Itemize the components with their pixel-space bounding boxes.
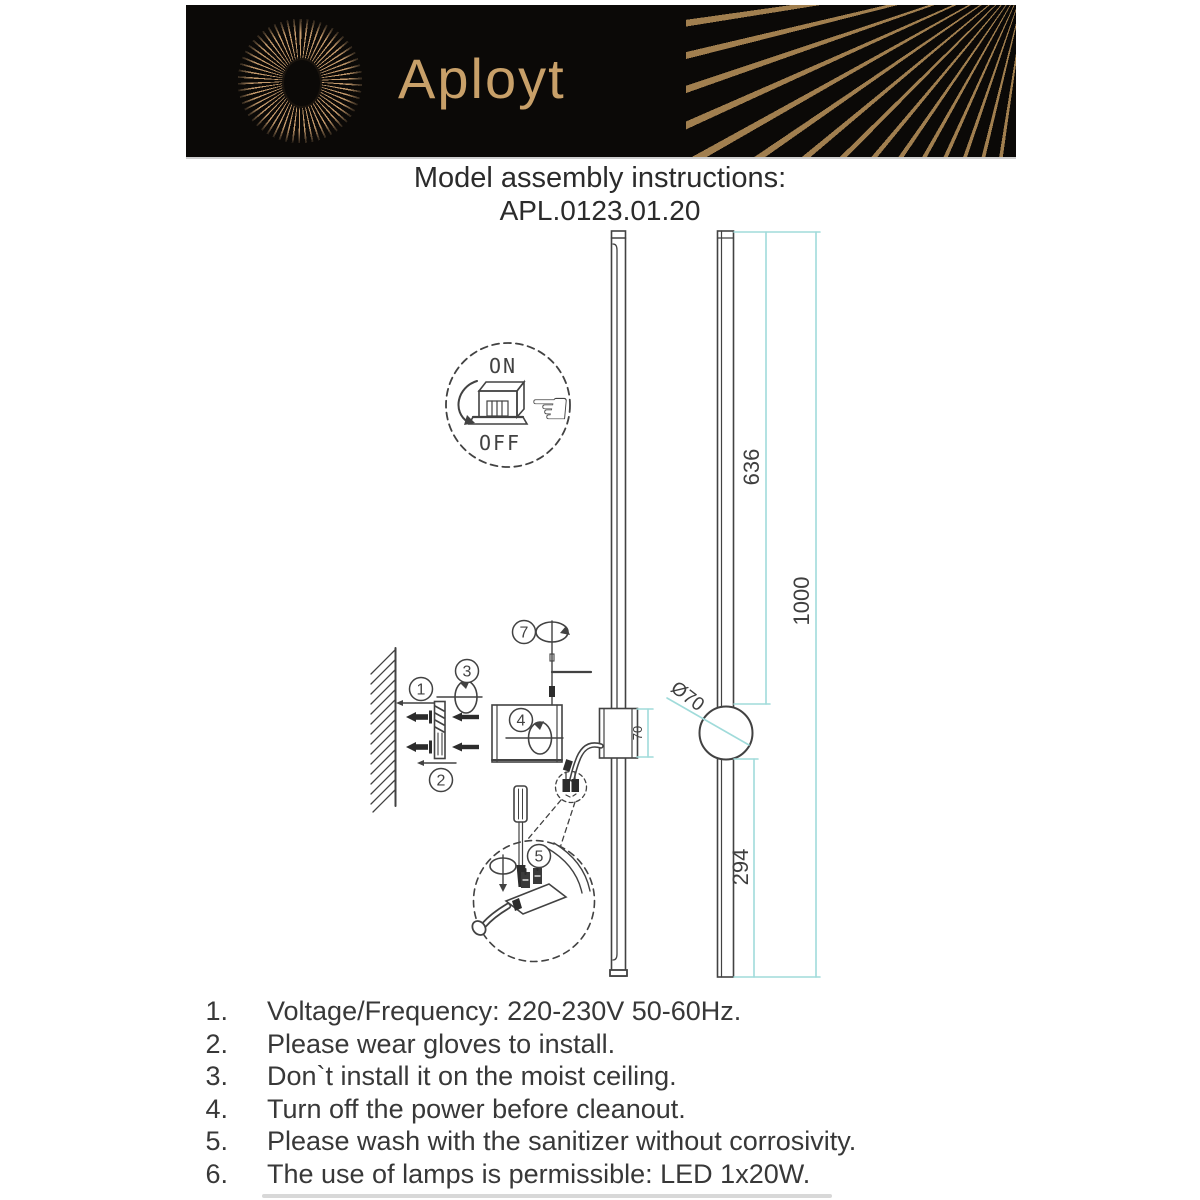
item-number: 1. <box>205 996 228 1026</box>
item-number: 2. <box>205 1028 228 1059</box>
hand-icon: ☜ <box>529 381 571 435</box>
pin-step7 <box>513 621 592 706</box>
step-7-number: 7 <box>519 624 529 642</box>
item-number: 4. <box>205 1093 228 1124</box>
list-item <box>200 1158 1060 1191</box>
step-1-number: 1 <box>416 681 426 699</box>
step-4-number: 4 <box>516 712 526 730</box>
on-off-detail <box>446 343 571 467</box>
wall-mounting-steps <box>371 648 482 812</box>
dim-knob-diameter: Ø70 <box>666 677 708 716</box>
switch-off-label: OFF <box>478 431 522 455</box>
page-title: Model assembly instructions: <box>413 162 787 194</box>
dim-bracket-width: 70 <box>630 725 645 741</box>
dim-lower-length: 294 <box>728 848 753 886</box>
step-2-number: 2 <box>436 772 446 790</box>
model-number: APL.0123.01.20 <box>499 195 701 226</box>
wall-hatching <box>371 650 395 812</box>
switch-icon <box>469 382 527 424</box>
bracket-box-step4 <box>492 705 563 762</box>
item-number: 6. <box>205 1158 228 1189</box>
fixing-plate <box>435 702 446 759</box>
item-number: 3. <box>205 1061 228 1092</box>
item-text: Please wash with the sanitizer without corrosivity. <box>267 1126 857 1157</box>
dim-total-length: 1000 <box>789 576 814 626</box>
item-text: Turn off the power before cleanout. <box>267 1093 686 1124</box>
page-edge-shadow <box>262 1194 832 1198</box>
list-item <box>200 1060 1060 1093</box>
knob-circle <box>700 707 753 760</box>
brand-name: Aployt <box>398 47 566 110</box>
item-number: 5. <box>205 1126 228 1157</box>
step-3-number: 3 <box>462 663 472 681</box>
item-text: Voltage/Frequency: 220-230V 50-60Hz. <box>267 996 742 1026</box>
list-item <box>200 1028 1060 1061</box>
item-text: Please wear gloves to install. <box>267 1028 616 1059</box>
list-item <box>200 1093 1060 1126</box>
list-item <box>200 1125 1060 1158</box>
instruction-list <box>200 995 1060 1191</box>
step-5-number: 5 <box>534 848 544 866</box>
wiring-detail-step5 <box>470 786 595 962</box>
list-item <box>200 995 1060 1028</box>
dim-upper-length: 636 <box>739 448 764 486</box>
item-text: Don`t install it on the moist ceiling. <box>267 1061 677 1092</box>
switch-on-label: ON <box>488 354 518 378</box>
rotate-arrow-icon <box>458 381 477 425</box>
item-text: The use of lamps is permissible: LED 1x20W. <box>267 1158 811 1189</box>
